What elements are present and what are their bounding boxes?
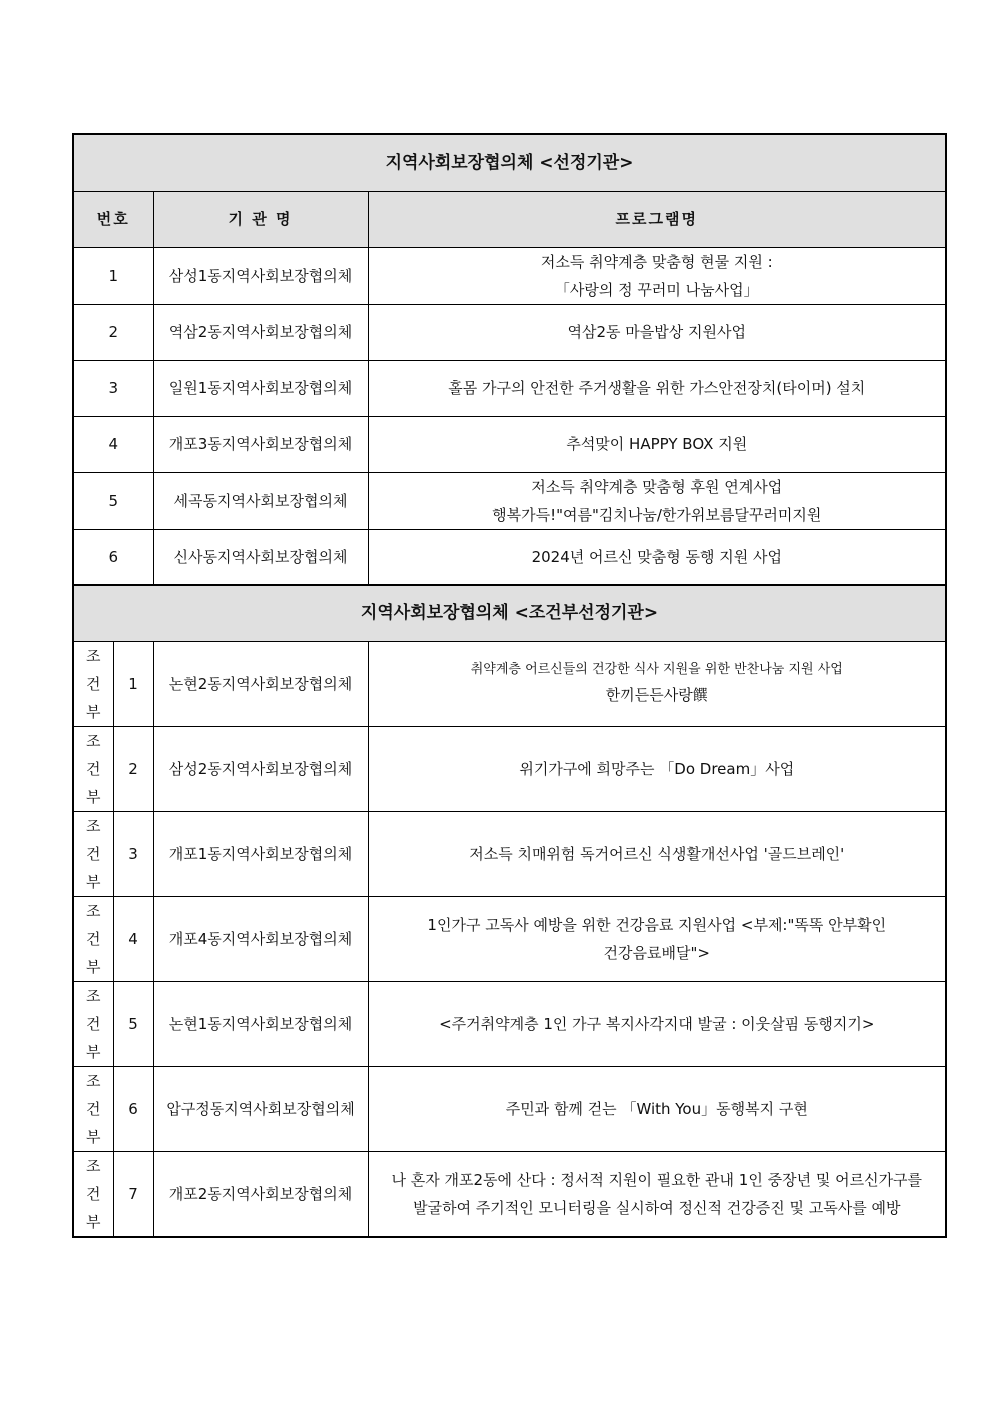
conditional-label-char: 건 (86, 929, 101, 948)
program-name (368, 896, 946, 981)
conditional-label-char: 부 (86, 872, 101, 891)
table-row (73, 896, 946, 981)
conditional-label-char: 건 (86, 1099, 101, 1118)
conditional-label-char: 부 (86, 702, 101, 721)
org-name: 삼성2동지역사회보장협의체 (153, 726, 368, 811)
conditional-label-char: 부 (86, 957, 101, 976)
conditional-label-char: 조 (86, 1071, 101, 1090)
table-row (73, 247, 946, 304)
program-line: 한끼든든사랑饌 (605, 685, 708, 704)
table-row (73, 1151, 946, 1237)
program-line: 홀몸 가구의 안전한 주거생활을 위한 가스안전장치(타이머) 설치 (448, 379, 866, 397)
program-name (368, 1066, 946, 1151)
program-name (368, 726, 946, 811)
table-row (73, 360, 946, 416)
row-number: 7 (113, 1151, 153, 1237)
conditional-label-char: 건 (86, 844, 101, 863)
section2-title: 지역사회보장협의체 <조건부선정기관> (73, 585, 946, 641)
table-row (73, 981, 946, 1066)
org-name: 일원1동지역사회보장협의체 (153, 360, 368, 416)
org-name: 개포3동지역사회보장협의체 (153, 416, 368, 472)
program-line: 역삼2동 마을밥상 지원사업 (567, 323, 746, 341)
program-name (368, 247, 946, 304)
conditional-label-char: 건 (86, 759, 101, 778)
conditional-label-char: 조 (86, 731, 101, 750)
row-number: 6 (73, 529, 153, 585)
row-number: 3 (73, 360, 153, 416)
program-name (368, 529, 946, 585)
program-line: 주민과 함께 걷는 「With You」동행복지 구현 (505, 1099, 808, 1118)
row-number: 4 (113, 896, 153, 981)
program-line: 추석맞이 HAPPY BOX 지원 (566, 435, 748, 453)
program-name (368, 641, 946, 726)
conditional-label (73, 981, 113, 1066)
conditional-label-char: 건 (86, 1014, 101, 1033)
table-row (73, 1066, 946, 1151)
org-name: 개포2동지역사회보장협의체 (153, 1151, 368, 1237)
table-row (73, 304, 946, 360)
program-line: 저소득 치매위험 독거어르신 식생활개선사업 '골드브레인' (469, 844, 845, 863)
program-line: 행복가득!"여름"김치나눔/한가위보름달꾸러미지원 (492, 505, 822, 524)
table-row (73, 472, 946, 529)
row-number: 2 (73, 304, 153, 360)
program-line: 2024년 어르신 맞춤형 동행 지원 사업 (531, 547, 782, 566)
program-line: 위기가구에 희망주는 「Do Dream」사업 (519, 759, 795, 778)
program-name (368, 360, 946, 416)
conditional-label-char: 조 (86, 646, 101, 665)
conditional-label (73, 1066, 113, 1151)
row-number: 1 (73, 247, 153, 304)
program-line: 1인가구 고독사 예방을 위한 건강음료 지원사업 <부제:"똑똑 안부확인 (427, 915, 887, 934)
section1-title: 지역사회보장협의체 <선정기관> (73, 134, 946, 191)
program-line: 나 혼자 개포2동에 산다 : 정서적 지원이 필요한 관내 1인 중장년 및 어르신가구를 (391, 1170, 923, 1189)
conditional-label (73, 641, 113, 726)
program-line: 취약계층 어르신들의 건강한 식사 지원을 위한 반찬나눔 지원 사업 (470, 661, 843, 677)
row-number: 6 (113, 1066, 153, 1151)
row-number: 3 (113, 811, 153, 896)
org-name: 신사동지역사회보장협의체 (153, 529, 368, 585)
org-name: 논현2동지역사회보장협의체 (153, 641, 368, 726)
org-name: 삼성1동지역사회보장협의체 (153, 247, 368, 304)
row-number: 5 (113, 981, 153, 1066)
conditional-label-char: 부 (86, 1042, 101, 1061)
program-line: 저소득 취약계층 맞춤형 후원 연계사업 (531, 477, 783, 496)
table-row (73, 641, 946, 726)
conditional-label-char: 조 (86, 1156, 101, 1175)
conditional-label-char: 부 (86, 787, 101, 806)
conditional-label-char: 부 (86, 1212, 101, 1231)
conditional-label (73, 896, 113, 981)
conditional-label-char: 조 (86, 816, 101, 835)
conditional-label (73, 811, 113, 896)
org-name: 개포1동지역사회보장협의체 (153, 811, 368, 896)
header-org: 기 관 명 (153, 191, 368, 247)
program-name (368, 416, 946, 472)
org-name: 개포4동지역사회보장협의체 (153, 896, 368, 981)
conditional-label-char: 건 (86, 674, 101, 693)
header-number: 번호 (73, 191, 153, 247)
program-line: 저소득 취약계층 맞춤형 현물 지원 : (540, 252, 773, 271)
program-line: 건강음료배달"> (603, 943, 710, 962)
row-number: 4 (73, 416, 153, 472)
program-line: 「사랑의 정 꾸러미 나눔사업」 (554, 280, 759, 299)
row-number: 5 (73, 472, 153, 529)
org-name: 세곡동지역사회보장협의체 (153, 472, 368, 529)
row-number: 2 (113, 726, 153, 811)
row-number: 1 (113, 641, 153, 726)
org-name: 논현1동지역사회보장협의체 (153, 981, 368, 1066)
table-row (73, 416, 946, 472)
program-name (368, 304, 946, 360)
conditional-label-char: 부 (86, 1127, 101, 1146)
table-row (73, 726, 946, 811)
conditional-label-char: 조 (86, 986, 101, 1005)
program-name (368, 472, 946, 529)
program-line: <주거취약계층 1인 가구 복지사각지대 발굴 : 이웃살핌 동행지기> (439, 1014, 875, 1033)
program-line: 발굴하여 주기적인 모니터링을 실시하여 정신적 건강증진 및 고독사를 예방 (413, 1198, 901, 1217)
program-name (368, 981, 946, 1066)
table-row (73, 811, 946, 896)
conditional-label (73, 1151, 113, 1237)
org-name: 압구정동지역사회보장협의체 (153, 1066, 368, 1151)
conditional-label-char: 건 (86, 1184, 101, 1203)
program-name (368, 811, 946, 896)
conditional-label (73, 726, 113, 811)
table-row (73, 529, 946, 585)
org-name: 역삼2동지역사회보장협의체 (153, 304, 368, 360)
program-name (368, 1151, 946, 1237)
conditional-label-char: 조 (86, 901, 101, 920)
header-program: 프로그램명 (368, 191, 946, 247)
program-table (72, 133, 947, 1238)
